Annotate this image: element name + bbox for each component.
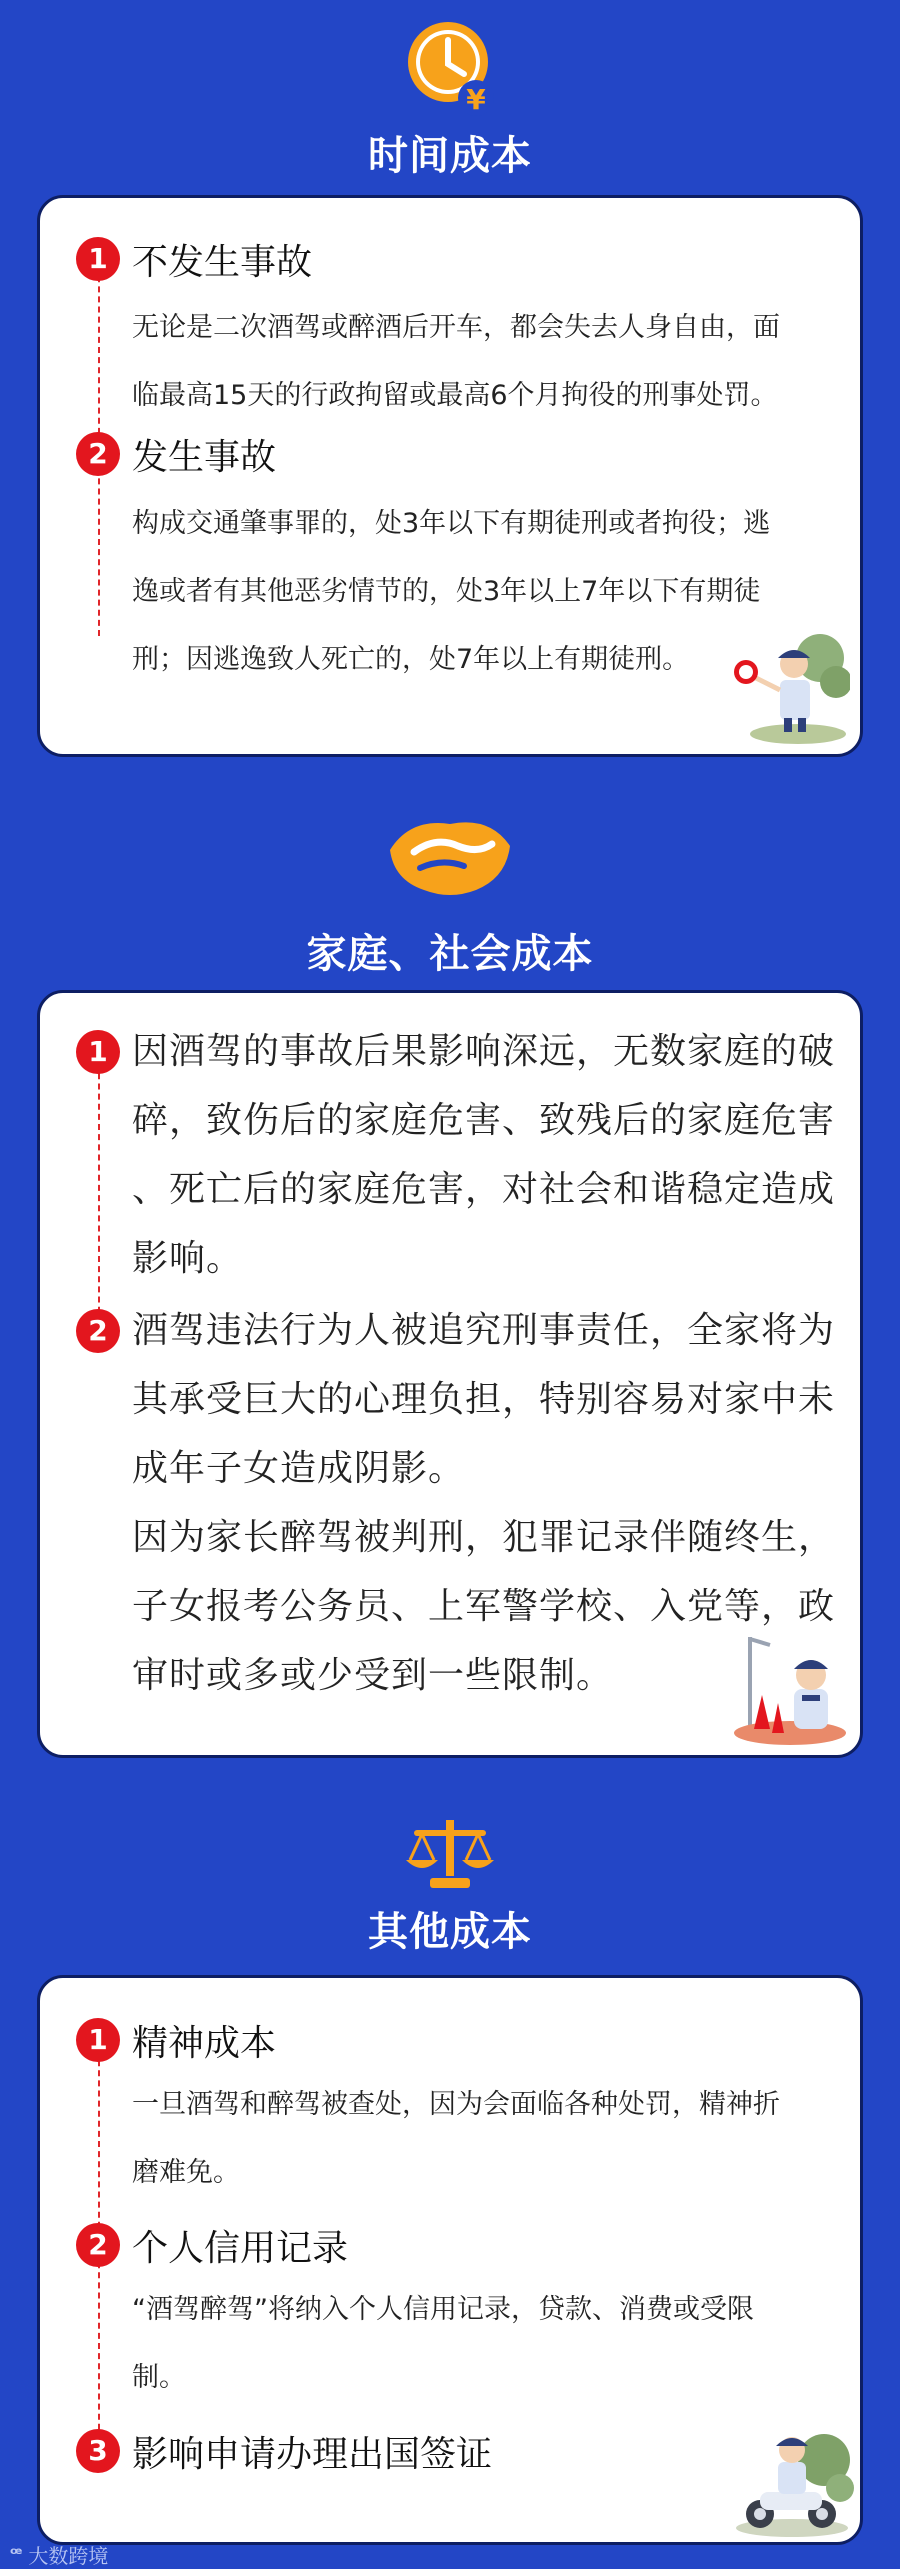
scales-icon bbox=[400, 1816, 500, 1892]
item-heading: 精神成本 bbox=[132, 2023, 277, 2064]
item-text: 因酒驾的事故后果影响深远，无数家庭的破 碎，致伤后的家庭危害、致残后的家庭危害 、死亡后的家庭危害，对社会和谐稳定造成 影响。 bbox=[132, 1031, 836, 1279]
police-motorcycle-illustration bbox=[730, 2418, 854, 2540]
section-title-family-society: 家庭、社会成本 bbox=[306, 931, 594, 977]
item-heading: 不发生事故 bbox=[132, 242, 313, 283]
item-number-badge: 1 bbox=[76, 1030, 120, 1074]
traffic-police-illustration bbox=[730, 618, 850, 748]
item-number-badge: 2 bbox=[76, 1309, 120, 1353]
watermark-logo-icon: ꟹ bbox=[10, 2544, 23, 2565]
item-number-badge: 1 bbox=[76, 2018, 120, 2062]
item-number-badge: 1 bbox=[76, 237, 120, 281]
section-title-time: 时间成本 bbox=[368, 133, 532, 179]
item-text: 酒驾违法行为人被追究刑事责任，全家将为 其承受巨大的心理负担，特别容易对家中未 成年子女造成阴影。 因为家长醉驾被判刑，犯罪记录伴随终生， 子女报考公务员、上军警学校、入党等，政 审时或多或少受到一些限制。 bbox=[132, 1310, 836, 1696]
item-text: “酒驾醉驾”将纳入个人信用记录，贷款、消费或受限 制。 bbox=[132, 2294, 754, 2393]
timeline-line bbox=[98, 1053, 100, 1333]
item-heading: 发生事故 bbox=[132, 437, 277, 478]
card-family-society-cost bbox=[37, 990, 863, 1758]
item-number-badge: 2 bbox=[76, 2223, 120, 2267]
item-heading: 影响申请办理出国签证 bbox=[132, 2434, 493, 2475]
card-other-cost bbox=[37, 1975, 863, 2545]
item-text: 一旦酒驾和醉驾被查处，因为会面临各种处罚，精神折 磨难免。 bbox=[132, 2089, 780, 2188]
traffic-police-cones-illustration bbox=[730, 1629, 854, 1751]
item-text: 构成交通肇事罪的，处3年以下有期徒刑或者拘役；逃 逸或者有其他恶劣情节的，处3年以上7年以下有期徒 刑；因逃逸致人死亡的，处7年以上有期徒刑。 bbox=[132, 508, 771, 675]
item-text: 无论是二次酒驾或醉酒后开车，都会失去人身自由，面 临最高15天的行政拘留或最高6个月拘役的刑事处罚。 bbox=[132, 312, 780, 411]
section-title-other: 其他成本 bbox=[368, 1909, 532, 1955]
watermark: ꟹ 大数跨境 bbox=[10, 2544, 109, 2568]
item-heading: 个人信用记录 bbox=[132, 2228, 349, 2269]
svg-text:¥: ¥ bbox=[466, 83, 486, 116]
handshake-icon bbox=[380, 806, 520, 902]
item-number-badge: 2 bbox=[76, 432, 120, 476]
clock-yen-icon bbox=[402, 18, 498, 118]
card-time-cost bbox=[37, 195, 863, 757]
item-number-badge: 3 bbox=[76, 2429, 120, 2473]
